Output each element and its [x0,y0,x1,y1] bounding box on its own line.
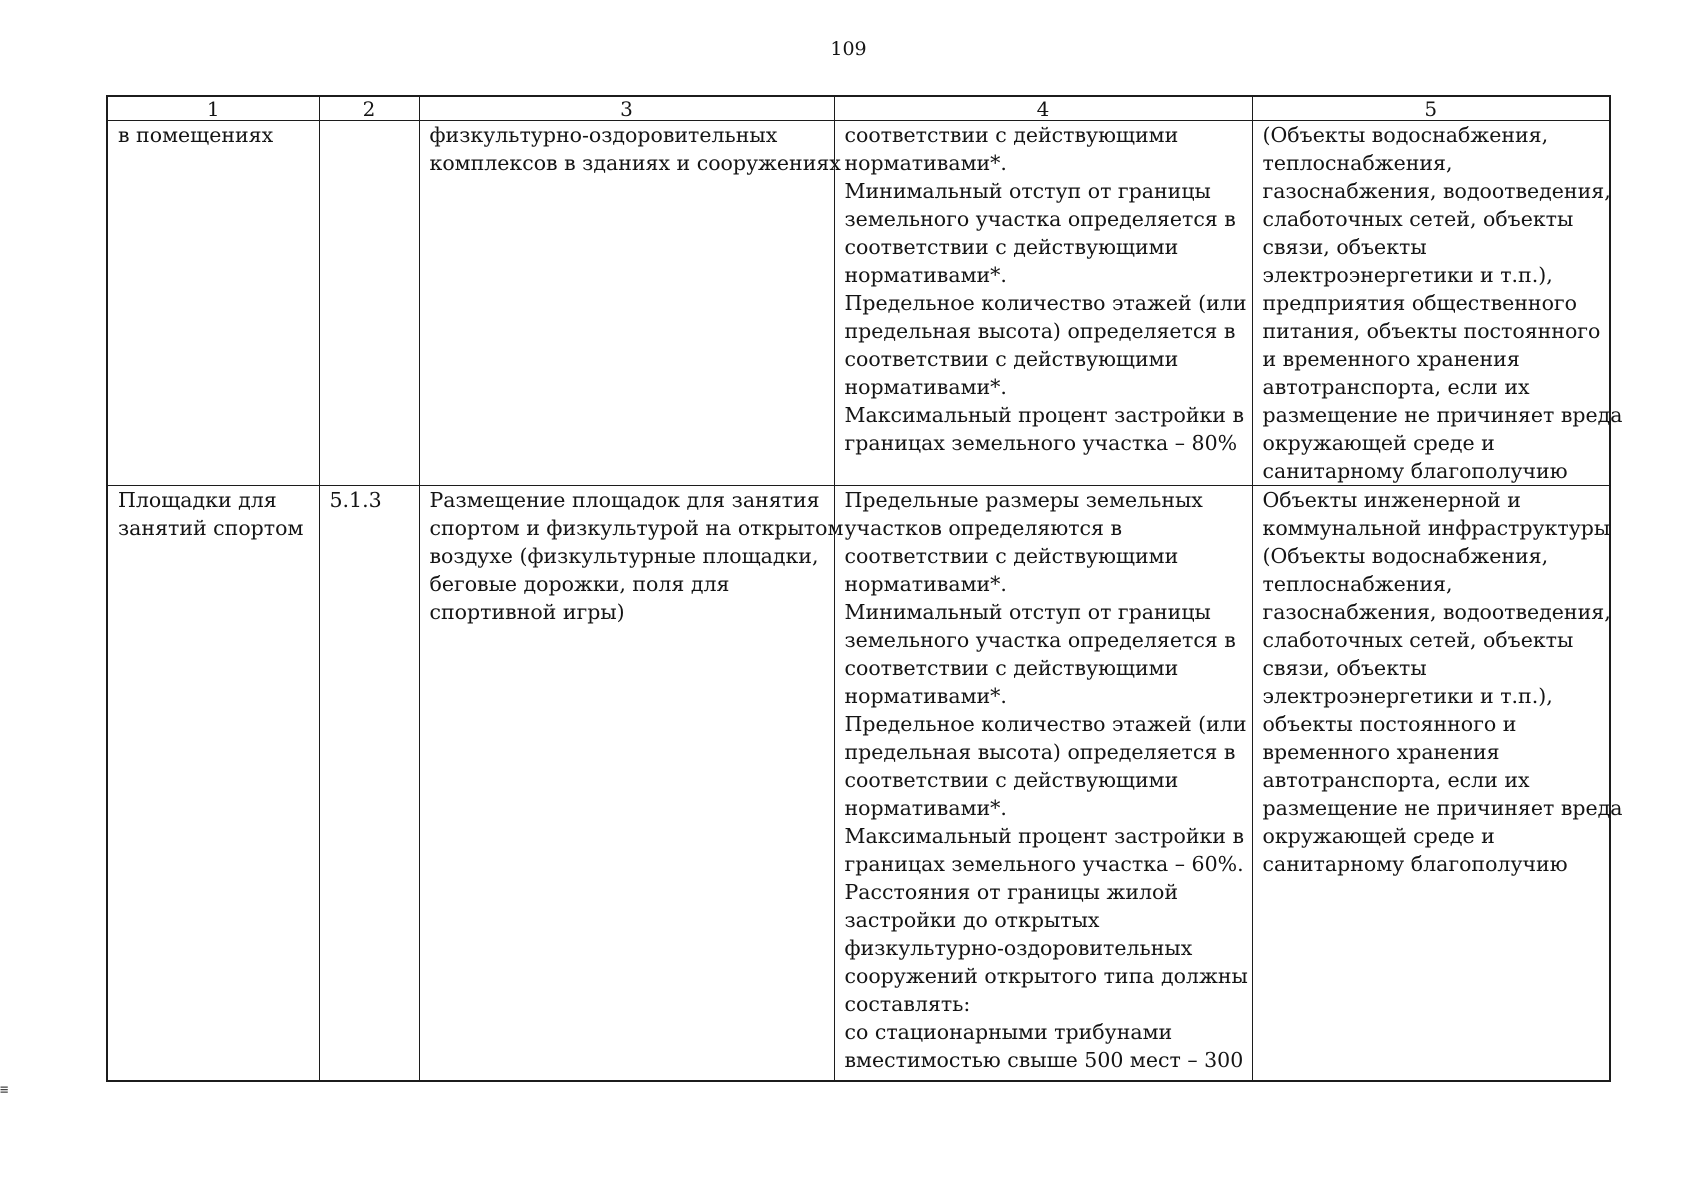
cell-text-line: теплоснабжения, [1262,151,1453,175]
cell-text-line: 5.1.3 [329,488,382,512]
cell-text-line: нормативами*. [844,572,1007,596]
cell-text-line: соответствии с действующими [844,768,1179,792]
cell-text-line: физкультурно-оздоровительных [429,123,778,147]
cell-text-line: Предельное количество этажей (или [844,712,1247,736]
cell-text-line: санитарному благополучию [1262,459,1568,483]
cell-name [107,121,319,486]
header-col-4: 4 [834,96,1252,121]
cell-text-line: Предельное количество этажей (или [844,291,1247,315]
cell-text-line: Предельные размеры земельных [844,488,1203,512]
cell-text-line: соответствии с действующими [844,656,1179,680]
table-row [107,486,1610,1082]
cell-text-line: связи, объекты [1262,656,1427,680]
cell-text-line: Объекты инженерной и [1262,488,1521,512]
cell-text-line: физкультурно-оздоровительных [844,936,1193,960]
cell-text-line: Максимальный процент застройки в [844,824,1245,848]
cell-text-line: окружающей среде и [1262,431,1495,455]
cell-text-line: Площадки для [118,488,277,512]
cell-text-line: санитарному благополучию [1262,852,1568,876]
cell-text-line: соответствии с действующими [844,235,1179,259]
cell-description [419,121,841,486]
page-number: 109 [830,38,867,60]
cell-text-line: и временного хранения [1262,347,1520,371]
cell-text-line: Расстояния от границы жилой [844,880,1179,904]
cell-text-line: нормативами*. [844,151,1007,175]
cell-text-line: предельная высота) определяется в [844,319,1236,343]
cell-text-line: Минимальный отступ от границы [844,179,1211,203]
cell-description [419,486,844,1082]
cell-text-line: предельная высота) определяется в [844,740,1236,764]
cell-text-line: вместимостью свыше 500 мест – 300 [844,1048,1244,1072]
cell-text-line: нормативами*. [844,796,1007,820]
cell-text-line: объекты постоянного и [1262,712,1517,736]
cell-text-line: соответствии с действующими [844,123,1179,147]
cell-text-line: окружающей среде и [1262,824,1495,848]
cell-text-line: (Объекты водоснабжения, [1262,123,1549,147]
cell-text-line: слаботочных сетей, объекты [1262,628,1574,652]
cell-text-line: Размещение площадок для занятия [429,488,820,512]
cell-text-line: со стационарными трибунами [844,1020,1173,1044]
cell-text-line: предприятия общественного [1262,291,1577,315]
cell-text-line: застройки до открытых [844,908,1100,932]
cell-auxiliary-uses [1252,486,1623,1082]
cell-text-line: (Объекты водоснабжения, [1262,544,1549,568]
cell-text-line: участков определяются в [844,516,1123,540]
header-col-5: 5 [1252,96,1610,121]
cell-text-line: спортом и физкультурой на открытом [429,516,844,540]
cell-text-line: соответствии с действующими [844,544,1179,568]
cell-text-line: в помещениях [118,123,274,147]
cell-name [107,486,319,1082]
cell-text-line: временного хранения [1262,740,1500,764]
cell-text-line: воздухе (физкультурные площадки, [429,544,819,568]
cell-text-line: спортивной игры) [429,600,625,624]
cell-text-line: сооружений открытого типа должны [844,964,1248,988]
cell-text-line: нормативами*. [844,263,1007,287]
land-use-table [106,95,1623,1082]
cell-text-line: границах земельного участка – 80% [844,431,1238,455]
cell-text-line: газоснабжения, водоотведения, [1262,179,1611,203]
cell-text-line: автотранспорта, если их [1262,375,1530,399]
cell-parameters [834,121,1252,486]
cell-text-line: размещение не причиняет вреда [1262,403,1623,427]
cell-parameters [834,486,1252,1082]
cell-code [319,121,419,486]
cell-text-line: соответствии с действующими [844,347,1179,371]
cell-text-line: автотранспорта, если их [1262,768,1530,792]
cell-text-line: земельного участка определяется в [844,628,1236,652]
cell-text-line: границах земельного участка – 60%. [844,852,1244,876]
cell-text-line: размещение не причиняет вреда [1262,796,1623,820]
cell-text-line: питания, объекты постоянного [1262,319,1601,343]
cell-text-line: Минимальный отступ от границы [844,600,1211,624]
header-col-1: 1 [107,96,319,121]
cell-text-line: занятий спортом [118,516,304,540]
header-col-3: 3 [419,96,834,121]
cell-text-line: электроэнергетики и т.п.), [1262,263,1553,287]
header-row [107,96,1610,121]
cell-text-line: коммунальной инфраструктуры [1262,516,1611,540]
scan-edge-mark: ≡ [0,1082,9,1098]
cell-text-line: беговые дорожки, поля для [429,572,730,596]
cell-text-line: Максимальный процент застройки в [844,403,1245,427]
cell-text-line: составлять: [844,992,971,1016]
cell-text-line: теплоснабжения, [1262,572,1453,596]
header-col-2: 2 [319,96,419,121]
cell-text-line: газоснабжения, водоотведения, [1262,600,1611,624]
cell-text-line: нормативами*. [844,684,1007,708]
cell-text-line: связи, объекты [1262,235,1427,259]
cell-text-line: нормативами*. [844,375,1007,399]
cell-text-line: слаботочных сетей, объекты [1262,207,1574,231]
cell-text-line: комплексов в зданиях и сооружениях [429,151,841,175]
cell-text-line: земельного участка определяется в [844,207,1236,231]
cell-auxiliary-uses [1252,121,1623,486]
table-row [107,121,1610,486]
cell-text-line: электроэнергетики и т.п.), [1262,684,1553,708]
cell-code [319,486,419,1082]
